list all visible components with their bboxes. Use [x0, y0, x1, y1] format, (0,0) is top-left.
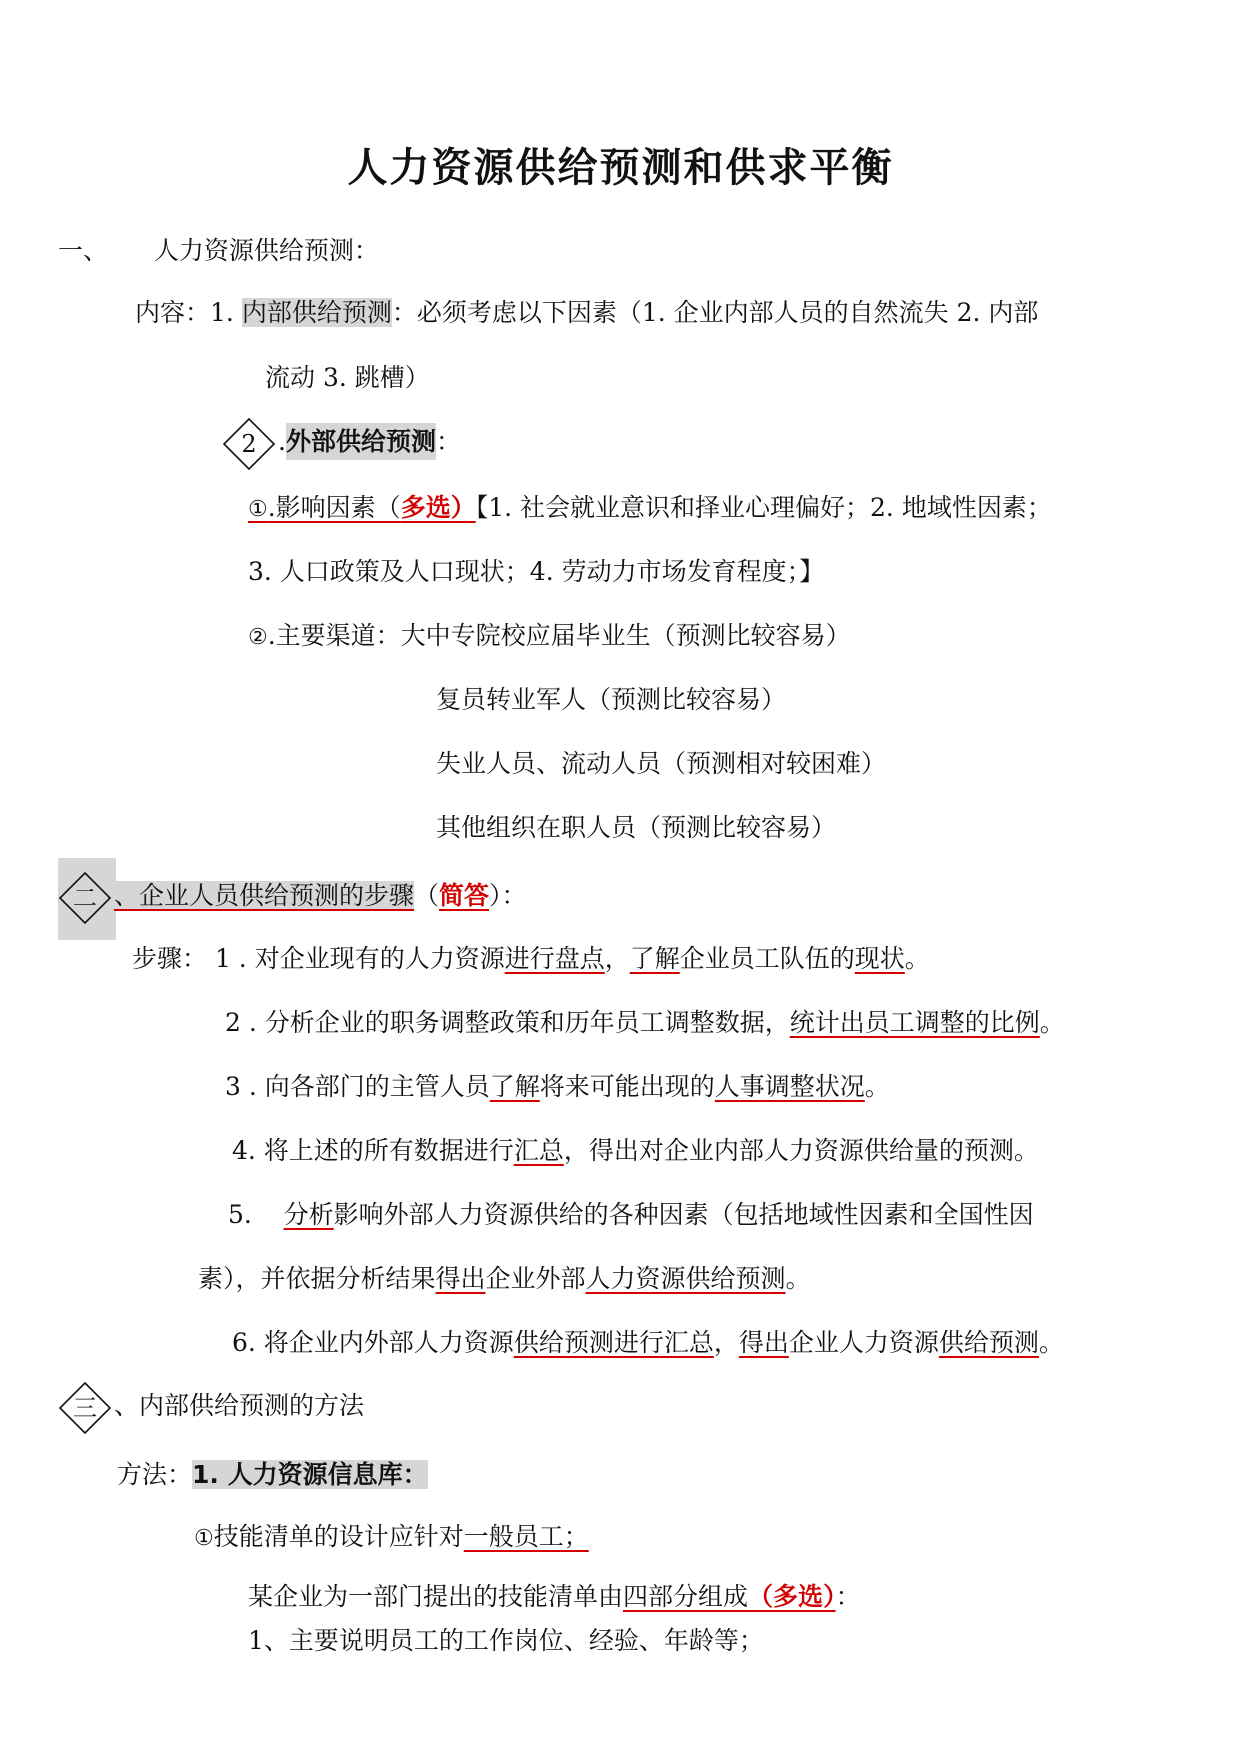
- section-2-open-paren: （: [414, 881, 440, 910]
- step-2: [225, 1005, 1065, 1041]
- method-line: [117, 1457, 428, 1493]
- step-1-underline-2: 了解: [629, 944, 680, 973]
- method-item-1: [194, 1519, 589, 1555]
- factor-line-1: [248, 490, 1052, 526]
- diamond-number-icon: [58, 1381, 112, 1435]
- step-5c-text-b: 企业外部: [485, 1264, 586, 1293]
- diamond-number-icon: [58, 871, 112, 925]
- external-dot: .: [278, 427, 286, 456]
- step-3-end: 。: [864, 1072, 890, 1101]
- step-6-underline-2: 得出: [738, 1328, 789, 1357]
- document-title: 人力资源供给预测和供求平衡: [347, 145, 894, 191]
- step-5-underline: 分析: [283, 1200, 334, 1229]
- content-label: 内容：1.: [135, 298, 234, 327]
- section-1-heading: [58, 233, 379, 269]
- method-item-2-underline: 四部分组成: [623, 1582, 749, 1611]
- multi-choice-tag: 多选: [400, 493, 451, 522]
- channel-line-3: 失业人员、流动人员（预测相对较困难）: [436, 749, 887, 778]
- section-2-close-paren: ）：: [489, 881, 527, 910]
- factor-line-2: 3. 人口政策及人口现状；4. 劳动力市场发育程度；】: [248, 557, 825, 586]
- step-5c-end: 。: [785, 1264, 811, 1293]
- step-5c-underline-1: 得出: [435, 1264, 486, 1293]
- diamond-number-icon: [222, 417, 276, 471]
- method-item-2-close: ）: [823, 1582, 836, 1611]
- step-3-text-b: 将来可能出现的: [539, 1072, 715, 1101]
- channel-line-2: 复员转业军人（预测比较容易）: [436, 685, 787, 714]
- step-1-end: 。: [904, 944, 930, 973]
- step-3: [225, 1069, 890, 1105]
- method-item-2-open: （: [748, 1582, 774, 1611]
- step-4-text-b: ，得出对企业内部人力资源供给量的预测。: [563, 1136, 1039, 1165]
- factor-close-paren: ）: [450, 493, 476, 522]
- diamond-number-text: 二: [73, 883, 97, 912]
- method-item-2-text: 某企业为一部门提出的技能清单由: [248, 1582, 624, 1611]
- method-label: 方法：: [117, 1460, 193, 1489]
- step-6-underline-3: 供给预测: [938, 1328, 1039, 1357]
- step-5-text: 影响外部人力资源供给的各种因素（包括地域性因素和全国性因: [333, 1200, 1034, 1229]
- step-4-underline: 汇总: [513, 1136, 564, 1165]
- step-2-underline: 统计出员工调整的比例: [789, 1008, 1040, 1037]
- step-1-text-c: 企业员工队伍的: [679, 944, 855, 973]
- step-6-underline-1: 供给预测进行汇总: [513, 1328, 714, 1357]
- step-5c-text-a: 素），并依据分析结果: [198, 1264, 436, 1293]
- step-2-end: 。: [1039, 1008, 1065, 1037]
- method-item-1-underline: 一般员工；: [463, 1522, 589, 1551]
- step-5: [228, 1197, 1034, 1233]
- section-3-heading: [58, 1378, 364, 1434]
- multi-choice-tag: 多选: [773, 1582, 824, 1611]
- circled-one-icon: ①: [194, 1526, 214, 1551]
- factor-list: 【1. 社会就业意识和择业心理偏好；2. 地域性因素；: [475, 493, 1052, 522]
- step-3-underline-2: 人事调整状况: [714, 1072, 865, 1101]
- section-2-heading: [58, 868, 527, 924]
- method-title: 1. 人力资源信息库：: [192, 1460, 428, 1489]
- internal-supply-text: ：必须考虑以下因素（1. 企业内部人员的自然流失 2. 内部: [391, 298, 1039, 327]
- step-2-text-a: 2 . 分析企业的职务调整政策和历年员工调整数据，: [225, 1008, 790, 1037]
- diamond-number-text: 三: [73, 1393, 97, 1422]
- step-1: [132, 941, 930, 977]
- step-6-text-a: 6. 将企业内外部人力资源: [232, 1328, 514, 1357]
- channel-line-4: 其他组织在职人员（预测比较容易）: [436, 813, 837, 842]
- channel-line-1: [248, 618, 851, 654]
- content-line-2: 流动 3. 跳槽）: [265, 363, 430, 392]
- step-3-text-a: 3 . 向各部门的主管人员: [225, 1072, 490, 1101]
- circled-two-icon: ②: [248, 625, 268, 650]
- step-1-underline-3: 现状: [854, 944, 905, 973]
- step-5-number: 5.: [228, 1200, 284, 1229]
- section-2-title: 、企业人员供给预测的步骤: [114, 881, 415, 910]
- channel-text: .主要渠道：大中专院校应届毕业生（预测比较容易）: [267, 621, 851, 650]
- step-4-text-a: 4. 将上述的所有数据进行: [232, 1136, 514, 1165]
- method-item-2: [248, 1579, 861, 1615]
- diamond-number-text: 2: [241, 429, 257, 458]
- section-1-number: 一、: [58, 236, 109, 265]
- method-item-1-text: 技能清单的设计应针对: [213, 1522, 464, 1551]
- section-3-title: 、内部供给预测的方法: [114, 1391, 365, 1420]
- step-6: [232, 1325, 1064, 1361]
- content-line-1: [135, 295, 1038, 331]
- step-1-underline-1: 进行盘点: [504, 944, 605, 973]
- section-1-title: 人力资源供给预测：: [153, 236, 379, 265]
- circled-one-icon: ①: [248, 497, 268, 522]
- factor-label: .影响因素（: [267, 493, 401, 522]
- step-6-end: 。: [1038, 1328, 1064, 1357]
- step-5-cont: [198, 1261, 811, 1297]
- step-4: [232, 1133, 1039, 1169]
- step-3-underline-1: 了解: [489, 1072, 540, 1101]
- step-1-text-a: 步骤： 1 . 对企业现有的人力资源: [132, 944, 505, 973]
- method-item-2-end: ：: [835, 1582, 861, 1611]
- step-6-text-b: ，: [713, 1328, 739, 1357]
- external-supply-line: [222, 414, 461, 470]
- method-item-3: 1、主要说明员工的工作岗位、经验、年龄等；: [248, 1626, 764, 1655]
- internal-supply-label: 内部供给预测: [241, 298, 392, 327]
- step-6-text-c: 企业人力资源: [788, 1328, 939, 1357]
- external-supply-label: 外部供给预测: [286, 423, 436, 460]
- step-1-text-b: ，: [604, 944, 630, 973]
- step-5c-underline-2: 人力资源供给预测: [585, 1264, 786, 1293]
- external-colon: ：: [435, 427, 461, 456]
- short-answer-tag: 简答: [439, 881, 490, 910]
